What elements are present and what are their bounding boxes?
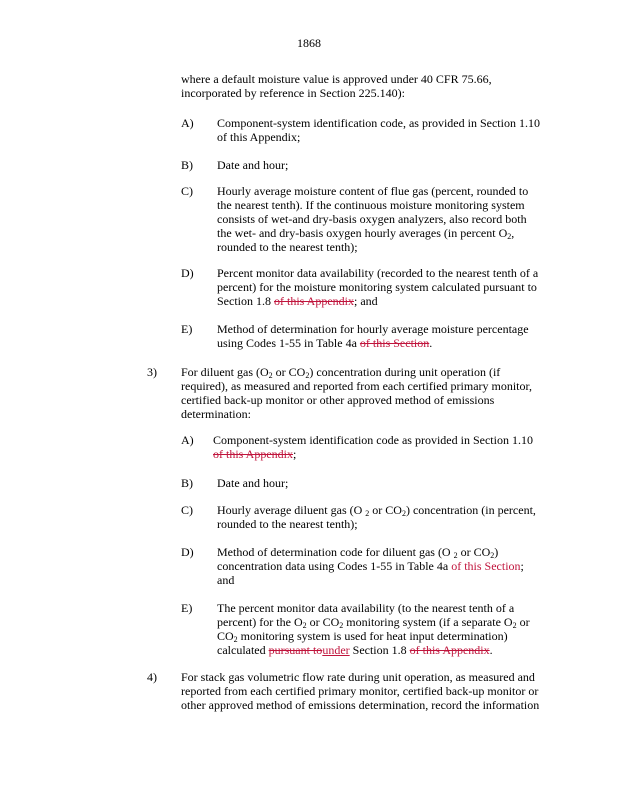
text-line	[217, 212, 527, 226]
text-segment: 2	[339, 621, 344, 630]
text-line	[181, 72, 492, 86]
text-segment: or	[516, 615, 530, 629]
text-segment: or CO	[457, 545, 491, 559]
text-line	[217, 226, 514, 240]
text-line	[217, 240, 358, 254]
item-label: E)	[181, 601, 193, 615]
text-segment: ;	[293, 447, 297, 461]
text-segment: or CO	[369, 503, 402, 517]
text-segment: ) concentration during unit operation (if	[309, 365, 501, 379]
text-segment: 2	[302, 621, 307, 630]
text-segment: percent) for the O	[217, 615, 303, 629]
text-segment: 2	[512, 621, 517, 630]
text-line	[217, 116, 540, 130]
text-line	[217, 517, 358, 531]
text-line	[181, 407, 251, 421]
text-segment: Component-system identification code, as provided in Section 1.10	[217, 116, 540, 130]
inserted-text: of this Section	[451, 559, 521, 573]
text-segment: Method of determination for hourly average moisture percentage	[217, 322, 529, 336]
item-label: D)	[181, 545, 194, 559]
text-segment: Component-system identification code as provided in Section 1.10	[213, 433, 533, 447]
text-segment: calculated	[217, 643, 269, 657]
text-segment: using Codes 1-55 in Table 4a	[217, 336, 360, 350]
item-label: 4)	[147, 670, 157, 684]
text-line	[217, 280, 537, 294]
text-segment: concentration data using Codes 1-55 in Table 4a	[217, 559, 452, 573]
text-segment: or CO	[272, 365, 306, 379]
text-segment: ,	[511, 226, 515, 240]
text-segment: Method of determination code for diluent gas (O	[217, 545, 454, 559]
item-label: A)	[181, 433, 194, 447]
text-line	[217, 503, 536, 517]
text-segment: 2	[401, 509, 406, 518]
text-segment: rounded to the nearest tenth);	[217, 517, 358, 531]
text-line	[181, 393, 494, 407]
item-label: C)	[181, 503, 193, 517]
text-segment: 2	[365, 509, 370, 518]
text-segment: where a default moisture value is approved under 40 CFR 75.66,	[181, 72, 492, 86]
text-line	[181, 698, 539, 712]
text-line	[217, 198, 525, 212]
text-line	[217, 184, 528, 198]
text-line	[217, 559, 524, 573]
item-label: D)	[181, 266, 194, 280]
text-segment: Section 1.8	[349, 643, 410, 657]
text-line	[217, 294, 378, 308]
text-segment: Hourly average moisture content of flue gas (percent, rounded to	[217, 184, 529, 198]
item-label: B)	[181, 476, 193, 490]
inserted-text: under	[322, 643, 350, 657]
text-line	[181, 365, 500, 379]
text-line	[217, 130, 300, 144]
text-segment: ;	[520, 559, 524, 573]
item-label: B)	[181, 158, 193, 172]
text-segment: Date and hour;	[217, 476, 289, 490]
text-line	[213, 447, 296, 461]
text-segment: Date and hour;	[217, 158, 289, 172]
text-segment: the nearest tenth). If the continuous moisture monitoring system	[217, 198, 525, 212]
text-segment: monitoring system is used for heat input determination)	[237, 629, 508, 643]
text-segment: CO	[217, 629, 234, 643]
deleted-text: of this Appendix	[274, 294, 354, 308]
text-line	[181, 684, 538, 698]
text-segment: incorporated by reference in Section 225.140):	[181, 86, 405, 100]
text-segment: ) concentration (in percent,	[405, 503, 536, 517]
text-segment: monitoring system (if a separate O	[343, 615, 513, 629]
deleted-text: of this Appendix	[213, 447, 293, 461]
text-segment: required), as measured and reported from each certified primary monitor,	[181, 379, 533, 393]
text-segment: determination:	[181, 407, 251, 421]
item-label: E)	[181, 322, 193, 336]
text-segment: For diluent gas (O	[181, 365, 269, 379]
item-label: A)	[181, 116, 194, 130]
text-segment: or CO	[306, 615, 340, 629]
page-number: 1868	[297, 36, 321, 50]
text-line	[181, 86, 405, 100]
text-segment: The percent monitor data availability (to the nearest tenth of a	[217, 601, 515, 615]
text-segment: rounded to the nearest tenth);	[217, 240, 358, 254]
deleted-text: of this Appendix	[409, 643, 490, 657]
text-segment: the wet- and dry-basis oxygen hourly averages (in percent O	[217, 226, 508, 240]
deleted-text: of this Section	[359, 336, 430, 350]
text-segment: Hourly average diluent gas (O	[217, 503, 366, 517]
text-segment: 2	[490, 551, 495, 560]
text-segment: percent) for the moisture monitoring system calculated pursuant to	[217, 280, 537, 294]
text-line	[217, 643, 493, 657]
text-line	[213, 433, 533, 447]
text-segment: 2	[268, 371, 273, 380]
text-segment: .	[429, 336, 433, 350]
text-line	[181, 670, 535, 684]
text-line	[217, 158, 288, 172]
deleted-text: pursuant to	[268, 643, 323, 657]
text-segment: reported from each certified primary monitor, certified back-up monitor or	[181, 684, 539, 698]
text-segment: 2	[305, 371, 310, 380]
text-line	[217, 601, 514, 615]
text-segment: and	[217, 573, 235, 587]
text-line	[181, 379, 532, 393]
text-segment: of this Appendix	[217, 130, 297, 144]
text-segment: ; and	[354, 294, 378, 308]
text-segment: 2	[507, 232, 512, 241]
text-segment: consists of wet-and dry-basis oxygen analyzers, also record both	[217, 212, 527, 226]
text-segment: For stack gas volumetric flow rate during unit operation, as measured and	[181, 670, 535, 684]
text-line	[217, 629, 508, 643]
text-line	[217, 573, 234, 587]
item-label: 3)	[147, 365, 157, 379]
text-segment: Section 1.8	[217, 294, 274, 308]
text-line	[217, 545, 498, 559]
text-line	[217, 336, 432, 350]
text-line	[217, 615, 530, 629]
text-segment: 2	[453, 551, 458, 560]
text-segment: ;	[297, 130, 301, 144]
text-line	[217, 266, 538, 280]
text-line	[217, 322, 529, 336]
item-label: C)	[181, 184, 193, 198]
text-segment: Percent monitor data availability (recorded to the nearest tenth of a	[217, 266, 539, 280]
text-segment: 2	[233, 635, 238, 644]
text-segment: certified back-up monitor or other approved method of emissions	[181, 393, 495, 407]
text-segment: )	[494, 545, 499, 559]
text-segment: other approved method of emissions determination, record the information	[181, 698, 540, 712]
text-segment: .	[489, 643, 493, 657]
text-line	[217, 476, 288, 490]
